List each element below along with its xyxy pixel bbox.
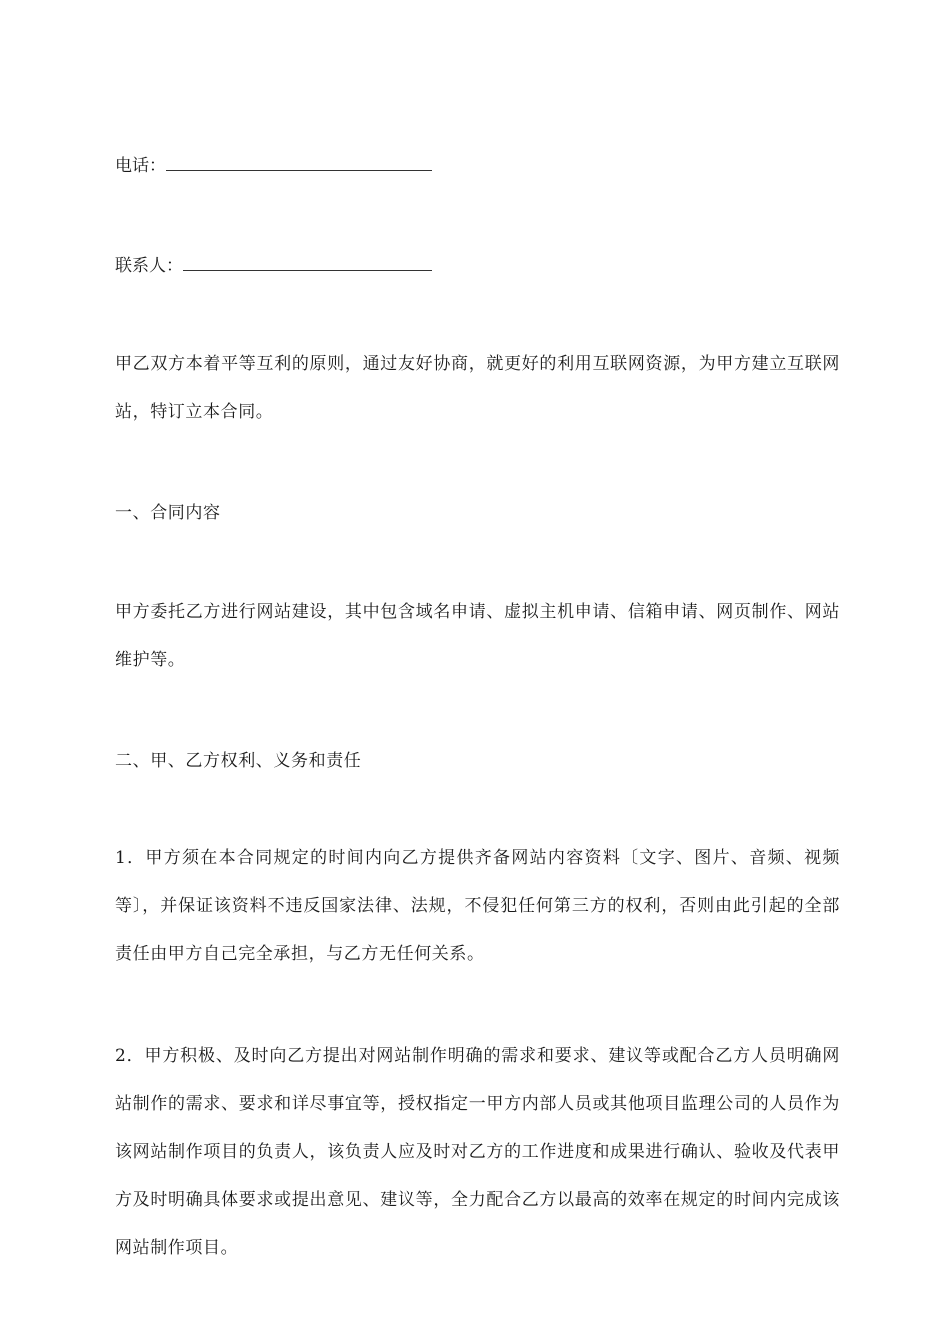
contact-field xyxy=(115,254,432,278)
section-2-heading: 二、甲、乙方权利、义务和责任 xyxy=(115,751,362,771)
contact-blank-line xyxy=(183,254,432,271)
section-2-item-2: 2．甲方积极、及时向乙方提出对网站制作明确的需求和要求、建议等或配合乙方人员明确网站制作的需求、要求和详尽事宜等，授权指定一甲方内部人员或其他项目监理公司的人员作为该网站制作项目的负责人，该负责人应及时对乙方的工作进度和成果进行确认、验收及代表甲方及时明确具体要求或提出意见、建议等，全力配合乙方以最高的效率在规定的时间内完成该网站制作项目。 xyxy=(115,1046,840,1258)
section-2-item-1: 1．甲方须在本合同规定的时间内向乙方提供齐备网站内容资料〔文字、图片、音频、视频等〕，并保证该资料不违反国家法律、法规，不侵犯任何第三方的权利，否则由此引起的全部责任由甲方自己完全承担，与乙方无任何关系。 xyxy=(115,848,840,964)
phone-field xyxy=(115,154,432,178)
intro-paragraph: 甲乙双方本着平等互利的原则，通过友好协商，就更好的利用互联网资源，为甲方建立互联网站，特订立本合同。 xyxy=(115,354,840,422)
phone-label: 电话： xyxy=(115,156,166,176)
section-1-body: 甲方委托乙方进行网站建设，其中包含域名申请、虚拟主机申请、信箱申请、网页制作、网站维护等。 xyxy=(115,602,840,670)
contact-label: 联系人： xyxy=(115,256,183,276)
phone-blank-line xyxy=(166,154,432,171)
section-1-heading: 一、合同内容 xyxy=(115,503,221,523)
